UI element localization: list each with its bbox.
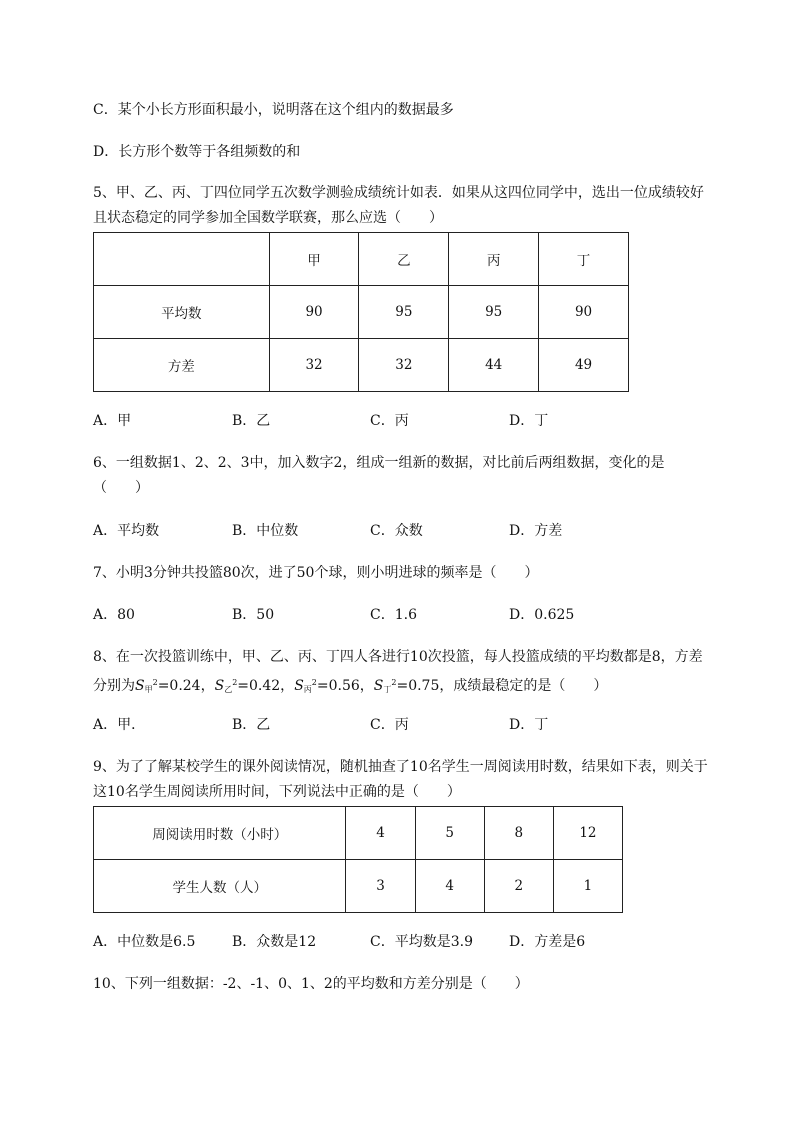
table-cell: 方差 bbox=[94, 339, 270, 392]
table-cell: 丁 bbox=[539, 233, 629, 286]
table-cell: 5 bbox=[415, 807, 484, 860]
table-cell: 95 bbox=[359, 286, 449, 339]
q5-option-b[interactable]: B．乙 bbox=[232, 413, 271, 429]
table-cell: 32 bbox=[359, 339, 449, 392]
table-cell: 95 bbox=[449, 286, 539, 339]
q9-option-d[interactable]: D．方差是6 bbox=[509, 934, 586, 950]
exponent: 2 bbox=[311, 678, 317, 687]
table-cell bbox=[94, 233, 270, 286]
table-cell: 90 bbox=[269, 286, 359, 339]
q9-stem-line2: 这10名学生周阅读所用时间，下列说法中正确的是（ ） bbox=[93, 784, 461, 800]
subscript-ding: 丁 bbox=[383, 685, 392, 694]
table-row bbox=[94, 807, 623, 860]
table-cell: 乙 bbox=[359, 233, 449, 286]
q7-option-d[interactable]: D．0.625 bbox=[509, 607, 575, 623]
q9-table bbox=[93, 806, 623, 913]
table-cell: 1 bbox=[553, 860, 622, 913]
q5-table bbox=[93, 232, 629, 392]
table-cell: 90 bbox=[539, 286, 629, 339]
q6-option-c[interactable]: C．众数 bbox=[370, 523, 423, 539]
exponent: 2 bbox=[152, 678, 158, 687]
q7-option-a[interactable]: A．80 bbox=[93, 607, 135, 623]
q10-stem-line1: 10、下列一组数据：-2、-1、0、1、2的平均数和方差分别是（ ） bbox=[93, 976, 529, 992]
variance-symbol: S bbox=[294, 678, 304, 694]
q6-stem-line2: （ ） bbox=[93, 480, 149, 496]
q8-stem-line1: 8、在一次投篮训练中，甲、乙、丙、丁四人各进行10次投篮，每人投篮成绩的平均数都是8，方差 bbox=[93, 649, 703, 665]
variance-symbol: S bbox=[214, 678, 225, 694]
q8-prefix: 分别为 bbox=[93, 678, 135, 694]
q6-option-a[interactable]: A．平均数 bbox=[93, 523, 160, 539]
table-cell: 平均数 bbox=[94, 286, 270, 339]
table-cell: 12 bbox=[553, 807, 622, 860]
variance-value-3: =0.56， bbox=[316, 678, 374, 694]
q7-option-c[interactable]: C．1.6 bbox=[370, 607, 417, 623]
variance-symbol: S bbox=[135, 678, 145, 694]
table-cell: 49 bbox=[539, 339, 629, 392]
variance-value-2: =0.42， bbox=[237, 678, 295, 694]
subscript-yi: 乙 bbox=[224, 685, 233, 694]
q7-option-b[interactable]: B．50 bbox=[232, 607, 275, 623]
table-row bbox=[94, 286, 629, 339]
variance-value-4: =0.75，成绩最稳定的是（ ） bbox=[396, 678, 608, 694]
table-cell: 44 bbox=[449, 339, 539, 392]
table-cell: 32 bbox=[269, 339, 359, 392]
q7-stem-line1: 7、小明3分钟共投篮80次，进了50个球，则小明进球的频率是（ ） bbox=[93, 565, 539, 581]
q8-option-d[interactable]: D．丁 bbox=[509, 717, 549, 733]
q9-option-b[interactable]: B．众数是12 bbox=[232, 934, 317, 950]
q9-option-c[interactable]: C．平均数是3.9 bbox=[370, 934, 473, 950]
subscript-jia: 甲 bbox=[144, 685, 153, 694]
q6-option-b[interactable]: B．中位数 bbox=[232, 523, 299, 539]
table-cell: 3 bbox=[346, 860, 415, 913]
table-cell: 2 bbox=[484, 860, 553, 913]
table-cell: 学生人数（人） bbox=[94, 860, 346, 913]
q5-stem-line2: 且状态稳定的同学参加全国数学联赛，那么应选（ ） bbox=[93, 210, 443, 226]
table-cell: 丙 bbox=[449, 233, 539, 286]
option-c-text: C．某个小长方形面积最小，说明落在这个组内的数据最多 bbox=[93, 102, 454, 118]
table-cell: 8 bbox=[484, 807, 553, 860]
subscript-bing: 丙 bbox=[303, 685, 312, 694]
table-cell: 甲 bbox=[269, 233, 359, 286]
q9-option-a[interactable]: A．中位数是6.5 bbox=[93, 934, 196, 950]
q5-stem-line1: 5、甲、乙、丙、丁四位同学五次数学测验成绩统计如表．如果从这四位同学中，选出一位成绩较好 bbox=[93, 185, 704, 201]
table-cell: 4 bbox=[346, 807, 415, 860]
table-row bbox=[94, 860, 623, 913]
table-row bbox=[94, 339, 629, 392]
q6-option-d[interactable]: D．方差 bbox=[509, 523, 563, 539]
variance-symbol: S bbox=[373, 678, 384, 694]
q5-option-d[interactable]: D．丁 bbox=[509, 413, 549, 429]
table-row bbox=[94, 233, 629, 286]
q8-option-b[interactable]: B．乙 bbox=[232, 717, 271, 733]
q9-stem-line1: 9、为了了解某校学生的课外阅读情况，随机抽查了10名学生一周阅读用时数，结果如下表，则关于 bbox=[93, 759, 708, 775]
q8-stem-line2 bbox=[93, 674, 607, 699]
q5-option-c[interactable]: C．丙 bbox=[370, 413, 409, 429]
option-d-text: D．长方形个数等于各组频数的和 bbox=[93, 144, 301, 160]
q8-option-c[interactable]: C．丙 bbox=[370, 717, 409, 733]
table-cell: 周阅读用时数（小时） bbox=[94, 807, 346, 860]
table-cell: 4 bbox=[415, 860, 484, 913]
variance-value-1: =0.24， bbox=[157, 678, 215, 694]
q6-stem-line1: 6、一组数据1、2、2、3中，加入数字2，组成一组新的数据，对比前后两组数据，变化的是 bbox=[93, 455, 665, 471]
q5-option-a[interactable]: A．甲 bbox=[93, 413, 132, 429]
q8-option-a[interactable]: A．甲． bbox=[93, 717, 146, 733]
exponent: 2 bbox=[391, 678, 397, 687]
exponent: 2 bbox=[232, 678, 238, 687]
